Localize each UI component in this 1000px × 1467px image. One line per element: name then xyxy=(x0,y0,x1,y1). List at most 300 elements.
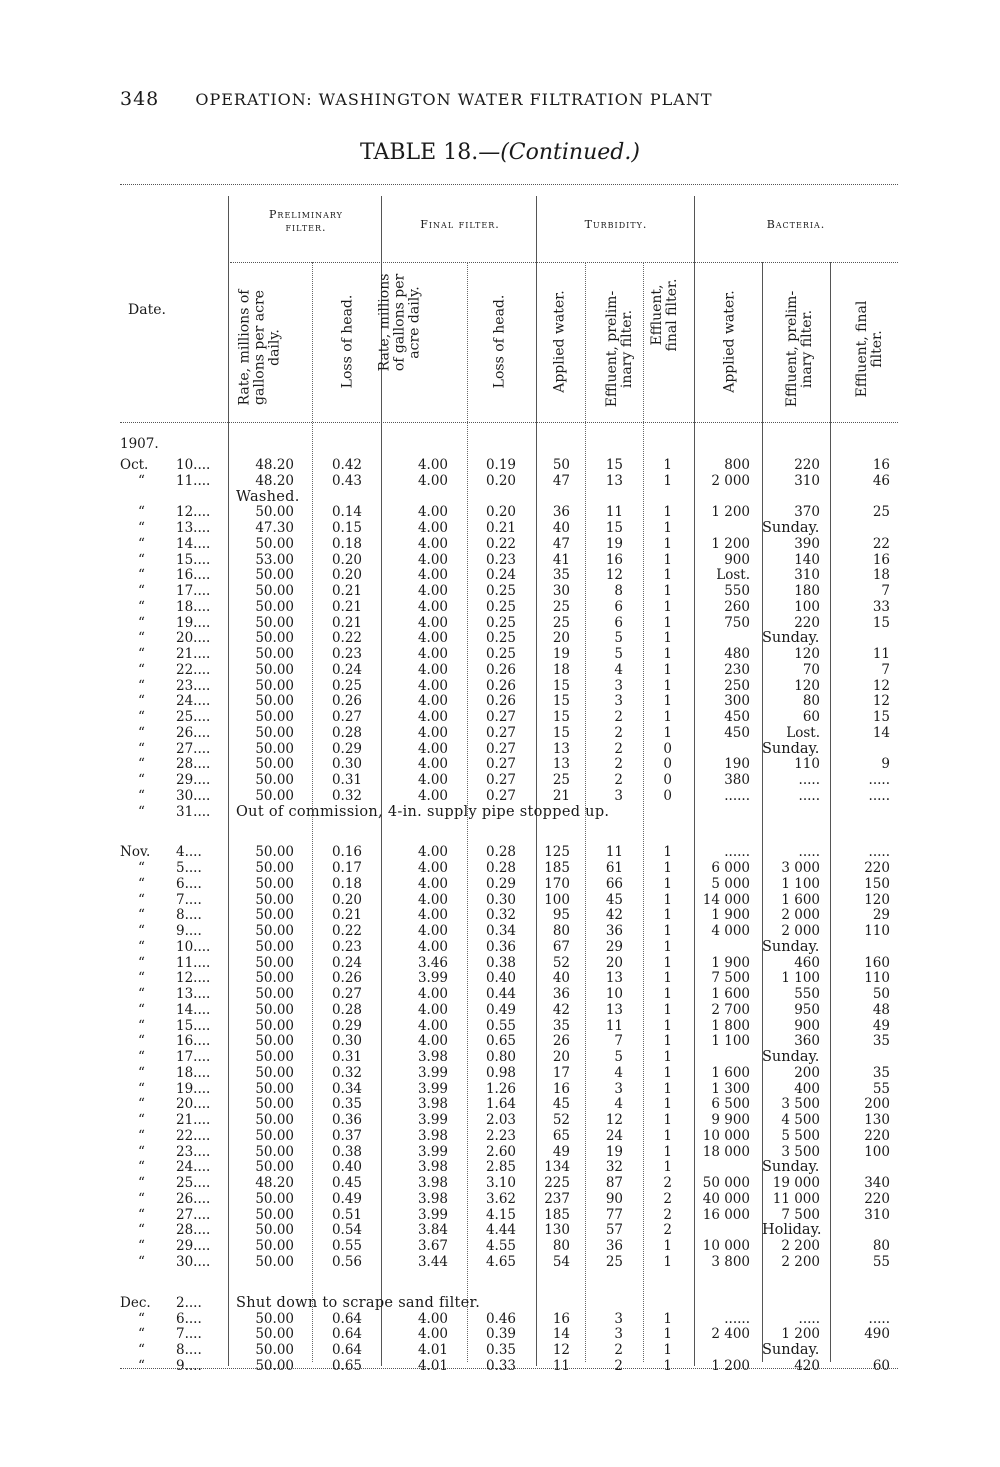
table-cell: 90 xyxy=(605,1190,623,1207)
table-cell: 1 300 xyxy=(711,1080,750,1097)
table-cell: 1 900 xyxy=(711,907,750,924)
col-turb-final xyxy=(650,270,680,360)
group-preliminary-line2: filter. xyxy=(285,221,327,234)
table-cell: 490 xyxy=(864,1326,890,1343)
table-cell: 3.99 xyxy=(417,1143,448,1160)
table-cell: 170 xyxy=(544,875,570,892)
row-month: “ xyxy=(138,1253,145,1270)
table-cell: 50.00 xyxy=(255,1017,294,1034)
table-cell: 67 xyxy=(552,938,570,955)
table-cell: 4.44 xyxy=(485,1222,516,1239)
table-cell: 20 xyxy=(552,1049,570,1066)
table-cell: 0.65 xyxy=(485,1033,516,1050)
table-cell: 0.36 xyxy=(485,938,516,955)
row-month: “ xyxy=(138,535,145,552)
row-day: 16.... xyxy=(176,1033,211,1050)
row-month: “ xyxy=(138,740,145,757)
table-cell: 2 000 xyxy=(711,472,750,489)
table-cell: 0.35 xyxy=(331,1096,362,1113)
table-cell: 0.27 xyxy=(331,986,362,1003)
table-cell: 0.65 xyxy=(331,1357,362,1374)
table-cell: ..... xyxy=(798,787,820,804)
col-rate-final-text: Rate, millions of gallons per acre daily. xyxy=(376,273,423,372)
table-cell: 2 xyxy=(614,756,623,773)
row-day: 14.... xyxy=(176,1001,211,1018)
bacteria-note: Sunday. xyxy=(762,938,820,955)
table-cell: 55 xyxy=(872,1253,890,1270)
table-cell: 30 xyxy=(552,583,570,599)
table-cell: 3 500 xyxy=(781,1096,820,1113)
table-cell: 220 xyxy=(864,1190,890,1207)
table-cell: 13 xyxy=(552,740,570,757)
row-month: “ xyxy=(138,1143,145,1160)
table-cell: 0.54 xyxy=(331,1222,362,1239)
table-cell: 0.28 xyxy=(331,1001,362,1018)
row-month: “ xyxy=(138,614,145,631)
table-cell: 11 000 xyxy=(772,1190,820,1207)
table-cell: 1 600 xyxy=(781,891,820,908)
table-cell: 50.00 xyxy=(255,1096,294,1113)
row-day: 9.... xyxy=(176,923,202,940)
table-cell: 2 xyxy=(663,1190,672,1207)
table-cell: 1 800 xyxy=(711,1017,750,1034)
table-cell: 35 xyxy=(872,1033,890,1050)
table-cell: 2 xyxy=(614,1357,623,1374)
row-day: 24.... xyxy=(176,1159,211,1176)
table-cell: 0.28 xyxy=(485,844,516,861)
table-cell: 14 xyxy=(552,1326,570,1343)
table-cell: 0.20 xyxy=(485,472,516,489)
table-cell: 2 200 xyxy=(781,1238,820,1255)
table-cell: 4 000 xyxy=(711,923,750,940)
table-cell: 4.00 xyxy=(417,756,448,773)
col-turb-prelim xyxy=(605,289,635,409)
col-bac-prelim-text: Effluent, prelim-inary filter. xyxy=(784,290,815,408)
table-cell: 36 xyxy=(552,986,570,1003)
table-cell: 4.00 xyxy=(417,907,448,924)
table-cell: 50.00 xyxy=(255,1033,294,1050)
table-cell: 13 xyxy=(605,970,623,987)
table-cell: 4.00 xyxy=(417,646,448,662)
table-cell: 220 xyxy=(794,614,820,631)
table-cell: 1 xyxy=(663,724,672,741)
table-cell: 48.20 xyxy=(255,457,294,473)
table-cell: 16 xyxy=(552,1310,570,1327)
table-cell: 160 xyxy=(864,954,890,971)
row-day: 24.... xyxy=(176,693,211,710)
row-day: 15.... xyxy=(176,1017,211,1034)
row-month: “ xyxy=(138,583,145,599)
table-cell: 41 xyxy=(552,551,570,568)
row-day: 9.... xyxy=(176,1357,202,1374)
table-cell: 10 000 xyxy=(702,1238,750,1255)
table-cell: 4.00 xyxy=(417,724,448,741)
table-cell: 3 xyxy=(614,693,623,710)
table-cell: 25 xyxy=(605,1253,623,1270)
table-cell: 6 xyxy=(614,598,623,615)
table-cell: 1 xyxy=(663,1310,672,1327)
table-cell: 21 xyxy=(552,787,570,804)
table-cell: 1 200 xyxy=(711,535,750,552)
table-cell: 200 xyxy=(794,1064,820,1081)
table-cell: 190 xyxy=(724,756,750,773)
table-cell: 0.31 xyxy=(331,772,362,788)
row-day: 22.... xyxy=(176,1127,211,1144)
table-cell: 237 xyxy=(544,1190,570,1207)
table-cell: 53.00 xyxy=(255,551,294,568)
table-cell: 0.29 xyxy=(485,875,516,892)
table-cell: 2 xyxy=(614,709,623,725)
table-cell: 0.32 xyxy=(331,787,362,804)
table-cell: 12 xyxy=(872,677,890,694)
bacteria-note: Sunday. xyxy=(762,740,820,757)
row-day: 28.... xyxy=(176,756,211,773)
table-cell: 0.32 xyxy=(485,907,516,924)
table-cell: 36 xyxy=(605,1238,623,1255)
table-cell: 0.55 xyxy=(331,1238,362,1255)
table-cell: 100 xyxy=(864,1143,890,1160)
row-month: “ xyxy=(138,803,145,820)
table-cell: 0.45 xyxy=(331,1175,362,1192)
table-cell: 6 000 xyxy=(711,860,750,877)
col-bac-final-text: Effluent, final filter. xyxy=(854,300,885,398)
table-cell: 4.00 xyxy=(417,457,448,473)
table-cell: 0.14 xyxy=(331,504,362,521)
table-cell: ...... xyxy=(724,787,750,804)
table-cell: 0.21 xyxy=(485,520,516,536)
table-cell: 110 xyxy=(864,970,890,987)
table-cell: 54 xyxy=(552,1253,570,1270)
table-cell: 0 xyxy=(663,772,672,788)
col-rate-final xyxy=(378,273,423,373)
table-cell: 0.25 xyxy=(485,598,516,615)
table-cell: 36 xyxy=(605,923,623,940)
table-cell: 50.00 xyxy=(255,1159,294,1176)
table-cell: 0.25 xyxy=(485,614,516,631)
row-month: “ xyxy=(138,1342,145,1359)
table-cell: 2.23 xyxy=(485,1127,516,1144)
row-day: 8.... xyxy=(176,907,202,924)
table-cell: 2.60 xyxy=(485,1143,516,1160)
group-preliminary-line1: Preliminary xyxy=(269,208,343,221)
table-cell: 185 xyxy=(544,860,570,877)
row-month: “ xyxy=(138,1001,145,1018)
row-day: 17.... xyxy=(176,583,211,599)
table-cell: 50.00 xyxy=(255,567,294,584)
table-cell: 1 xyxy=(663,551,672,568)
table-cell: 4 xyxy=(614,1064,623,1081)
table-cell: 50 xyxy=(552,457,570,473)
table-cell: 16 xyxy=(552,1080,570,1097)
table-cell: 1 xyxy=(663,472,672,489)
table-cell: 50.00 xyxy=(255,1001,294,1018)
table-cell: 13 xyxy=(605,472,623,489)
table-cell: 0.27 xyxy=(485,709,516,725)
table-cell: 450 xyxy=(724,709,750,725)
table-cell: 0.26 xyxy=(331,970,362,987)
table-cell: 1 xyxy=(663,1049,672,1066)
table-cell: 33 xyxy=(872,598,890,615)
row-note: Washed. xyxy=(236,488,300,505)
table-cell: 14 xyxy=(872,724,890,741)
table-cell: 0.27 xyxy=(485,787,516,804)
table-cell: 20 xyxy=(605,954,623,971)
table-title-suffix: —(Continued.) xyxy=(478,140,640,165)
table-cell: 61 xyxy=(605,860,623,877)
table-cell: 50.00 xyxy=(255,844,294,861)
table-cell: ...... xyxy=(724,1310,750,1327)
row-month: “ xyxy=(138,1175,145,1192)
table-cell: 2 200 xyxy=(781,1253,820,1270)
table-cell: 1 600 xyxy=(711,986,750,1003)
table-cell: 5 500 xyxy=(781,1127,820,1144)
table-cell: 19 xyxy=(605,535,623,552)
table-cell: 0.15 xyxy=(331,520,362,536)
table-cell: 900 xyxy=(794,1017,820,1034)
table-cell: 1 xyxy=(663,646,672,662)
table-cell: 2 xyxy=(614,724,623,741)
table-cell: 0.26 xyxy=(485,693,516,710)
date-column-header: Date. xyxy=(128,302,166,318)
table-cell: 4 500 xyxy=(781,1112,820,1129)
table-cell: 50.00 xyxy=(255,772,294,788)
table-cell: 1 xyxy=(663,970,672,987)
table-cell: 0.31 xyxy=(331,1049,362,1066)
table-cell: 130 xyxy=(864,1112,890,1129)
table-cell: 50.00 xyxy=(255,1253,294,1270)
row-month: “ xyxy=(138,907,145,924)
table-cell: ...... xyxy=(724,844,750,861)
table-cell: 1 xyxy=(663,938,672,955)
table-cell: 1 xyxy=(663,1033,672,1050)
table-cell: 50.00 xyxy=(255,1112,294,1129)
table-cell: 48 xyxy=(872,1001,890,1018)
table-cell: 420 xyxy=(794,1357,820,1374)
table-cell: 40 000 xyxy=(702,1190,750,1207)
row-month: “ xyxy=(138,1096,145,1113)
table-cell: 1 xyxy=(663,1143,672,1160)
table-cell: 0.27 xyxy=(485,740,516,757)
table-cell: 0.56 xyxy=(331,1253,362,1270)
table-cell: 10 000 xyxy=(702,1127,750,1144)
table-cell: 80 xyxy=(802,693,820,710)
table-cell: 50.00 xyxy=(255,1310,294,1327)
table-cell: 49 xyxy=(872,1017,890,1034)
table-cell: 0.23 xyxy=(485,551,516,568)
table-cell: 50.00 xyxy=(255,1080,294,1097)
table-cell: 50.00 xyxy=(255,1190,294,1207)
row-month: Dec. xyxy=(120,1294,151,1311)
table-cell: 7 500 xyxy=(711,970,750,987)
table-cell: 110 xyxy=(794,756,820,773)
bacteria-note: Sunday. xyxy=(762,630,820,647)
table-cell: 1 200 xyxy=(711,504,750,521)
row-day: 31.... xyxy=(176,803,211,820)
bacteria-note: Sunday. xyxy=(762,1159,820,1176)
table-cell: 0.49 xyxy=(331,1190,362,1207)
table-cell: 150 xyxy=(864,875,890,892)
row-month: “ xyxy=(138,860,145,877)
table-cell: 11 xyxy=(552,1357,570,1374)
row-day: 27.... xyxy=(176,1206,211,1223)
table-cell: 50.00 xyxy=(255,1357,294,1374)
table-cell: 1 xyxy=(663,598,672,615)
table-cell: 5 000 xyxy=(711,875,750,892)
table-cell: 19 xyxy=(605,1143,623,1160)
table-cell: 0.42 xyxy=(331,457,362,473)
row-day: 18.... xyxy=(176,598,211,615)
table-cell: 50.00 xyxy=(255,598,294,615)
row-month: “ xyxy=(138,954,145,971)
table-cell: 1 xyxy=(663,1357,672,1374)
table-cell: 0 xyxy=(663,756,672,773)
table-cell: 0.25 xyxy=(485,646,516,662)
row-day: 5.... xyxy=(176,860,202,877)
table-cell: 0.38 xyxy=(485,954,516,971)
table-cell: 50.00 xyxy=(255,630,294,647)
table-cell: 0.29 xyxy=(331,740,362,757)
table-cell: 16 000 xyxy=(702,1206,750,1223)
table-cell: 19 xyxy=(552,646,570,662)
row-month: “ xyxy=(138,1310,145,1327)
table-cell: 15 xyxy=(552,709,570,725)
table-cell: Lost. xyxy=(716,567,750,584)
table-cell: 4.00 xyxy=(417,693,448,710)
row-day: 16.... xyxy=(176,567,211,584)
table-cell: 2 400 xyxy=(711,1326,750,1343)
table-cell: 0.40 xyxy=(485,970,516,987)
table-cell: 12 xyxy=(605,1112,623,1129)
table-cell: 4.01 xyxy=(417,1357,448,1374)
table-cell: 0.27 xyxy=(485,756,516,773)
table-cell: 4.00 xyxy=(417,551,448,568)
row-month: “ xyxy=(138,1357,145,1374)
row-day: 23.... xyxy=(176,677,211,694)
table-cell: 50.00 xyxy=(255,583,294,599)
table-cell: 50.00 xyxy=(255,724,294,741)
row-day: 21.... xyxy=(176,1112,211,1129)
table-cell: 4.00 xyxy=(417,787,448,804)
table-cell: 2 000 xyxy=(781,923,820,940)
table-title xyxy=(0,140,1000,165)
table-cell: 3.10 xyxy=(485,1175,516,1192)
table-cell: 1 xyxy=(663,661,672,678)
table-cell: 50.00 xyxy=(255,1143,294,1160)
table-cell: 0.29 xyxy=(331,1017,362,1034)
table-cell: 950 xyxy=(794,1001,820,1018)
row-day: 29.... xyxy=(176,772,211,788)
table-cell: 1 xyxy=(663,693,672,710)
table-cell: 3 xyxy=(614,1310,623,1327)
row-month: “ xyxy=(138,693,145,710)
group-bacteria: Bacteria. xyxy=(766,218,826,231)
table-cell: 1 xyxy=(663,1001,672,1018)
bacteria-note: Sunday. xyxy=(762,1049,820,1066)
table-cell: 32 xyxy=(605,1159,623,1176)
row-day: 7.... xyxy=(176,891,202,908)
table-cell: 1 200 xyxy=(781,1326,820,1343)
table-cell: 4.00 xyxy=(417,1326,448,1343)
table-cell: 50.00 xyxy=(255,1127,294,1144)
page-number: 348 xyxy=(120,88,160,110)
table-cell: 0.34 xyxy=(485,923,516,940)
table-cell: 1 xyxy=(663,844,672,861)
top-rule xyxy=(120,184,898,185)
table-cell: 180 xyxy=(794,583,820,599)
table-cell: 120 xyxy=(794,646,820,662)
table-cell: 50.00 xyxy=(255,1326,294,1343)
row-day: 25.... xyxy=(176,709,211,725)
table-cell: 35 xyxy=(552,567,570,584)
row-month: “ xyxy=(138,472,145,489)
table-cell: 0.64 xyxy=(331,1326,362,1343)
row-month: “ xyxy=(138,1127,145,1144)
col-bac-final xyxy=(855,289,885,409)
group-final-filter: Final filter. xyxy=(420,218,500,231)
running-title: OPERATION: WASHINGTON WATER FILTRATION PLANT xyxy=(195,90,713,109)
table-cell: 1 200 xyxy=(711,1357,750,1374)
table-cell: 29 xyxy=(872,907,890,924)
table-cell: 40 xyxy=(552,520,570,536)
table-cell: 0.30 xyxy=(485,891,516,908)
table-cell: 50.00 xyxy=(255,661,294,678)
table-cell: 12 xyxy=(872,693,890,710)
table-cell: 50.00 xyxy=(255,614,294,631)
table-cell: 1 xyxy=(663,630,672,647)
table-cell: 0.80 xyxy=(485,1049,516,1066)
table-cell: 3.98 xyxy=(417,1190,448,1207)
table-cell: 340 xyxy=(864,1175,890,1192)
table-cell: ..... xyxy=(868,772,890,788)
row-month: “ xyxy=(138,1033,145,1050)
table-cell: 13 xyxy=(552,756,570,773)
table-cell: 125 xyxy=(544,844,570,861)
table-cell: 1 xyxy=(663,1326,672,1343)
table-cell: 4.00 xyxy=(417,740,448,757)
table-cell: 3 xyxy=(614,787,623,804)
bacteria-note: Sunday. xyxy=(762,1342,820,1359)
table-cell: 2 700 xyxy=(711,1001,750,1018)
table-cell: 7 xyxy=(881,661,890,678)
row-day: 30.... xyxy=(176,1253,211,1270)
table-cell: 12 xyxy=(552,1342,570,1359)
table-cell: 1 xyxy=(663,986,672,1003)
table-cell: 0.36 xyxy=(331,1112,362,1129)
table-cell: 400 xyxy=(794,1080,820,1097)
table-cell: 3.98 xyxy=(417,1096,448,1113)
table-cell: 4.00 xyxy=(417,583,448,599)
table-cell: 15 xyxy=(552,677,570,694)
table-cell: 20 xyxy=(552,630,570,647)
table-cell: 1.26 xyxy=(485,1080,516,1097)
table-cell: 110 xyxy=(864,923,890,940)
table-cell: 55 xyxy=(872,1080,890,1097)
row-day: 22.... xyxy=(176,661,211,678)
table-cell: 2 xyxy=(663,1175,672,1192)
table-cell: 50.00 xyxy=(255,1342,294,1359)
table-cell: 3 xyxy=(614,1326,623,1343)
table-cell: 0.22 xyxy=(485,535,516,552)
table-cell: 250 xyxy=(724,677,750,694)
table-cell: 0.37 xyxy=(331,1127,362,1144)
table-cell: 80 xyxy=(552,923,570,940)
table-cell: 4.00 xyxy=(417,614,448,631)
table-cell: 0.30 xyxy=(331,756,362,773)
row-day: 21.... xyxy=(176,646,211,662)
row-day: 6.... xyxy=(176,875,202,892)
table-cell: 0 xyxy=(663,787,672,804)
row-day: 13.... xyxy=(176,986,211,1003)
